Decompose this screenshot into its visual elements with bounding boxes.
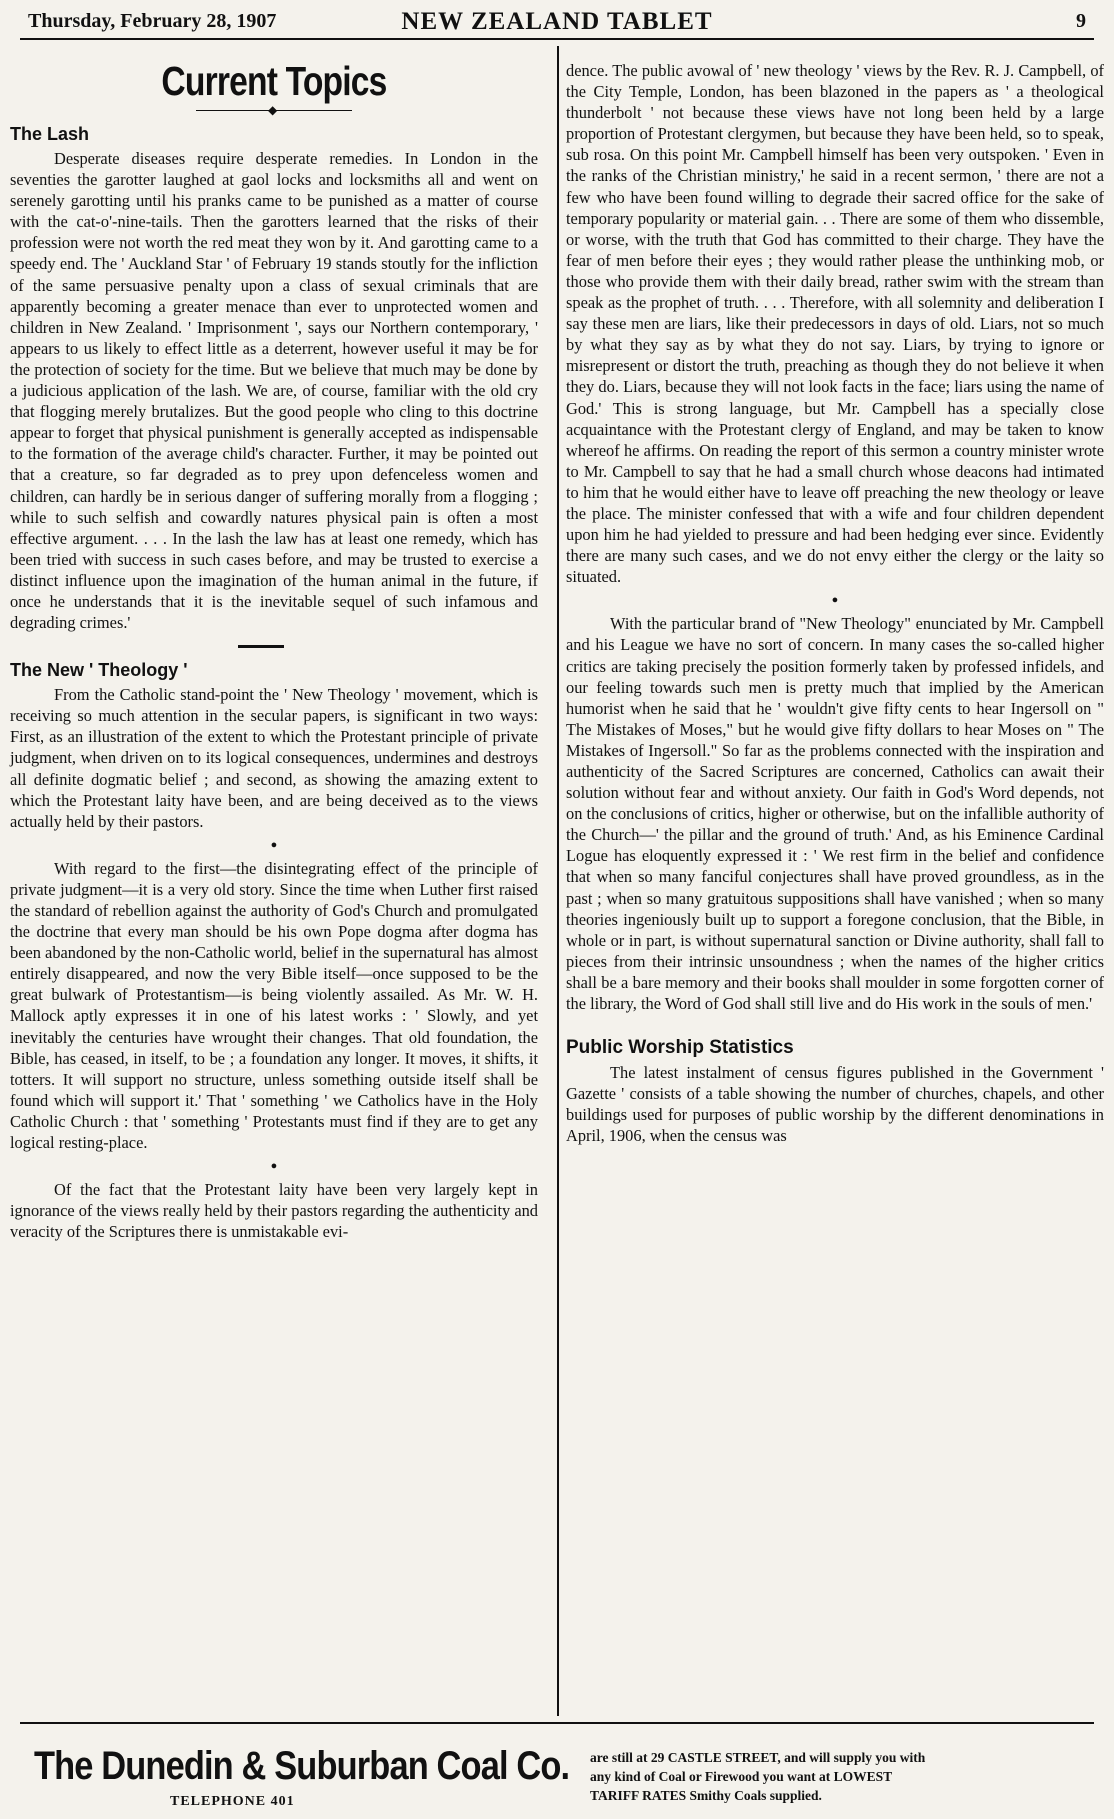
diamond-ornament-icon: ◆	[268, 103, 278, 117]
telephone-number: TELEPHONE 401	[170, 1794, 295, 1809]
left-column	[10, 56, 538, 1242]
article-separator	[238, 645, 284, 648]
page-number: 9	[1076, 10, 1086, 32]
column-divider	[557, 46, 559, 1716]
theology-heading: The New ' Theology '	[10, 660, 188, 681]
theology-paragraph-1: From the Catholic stand-point the ' New Theology ' movement, which is receiving so much attention in the secular papers, is significant in two ways: First, as an illustration of the extent to which the Protestant principle of private judgment, when driven on to its logical consequences, undermines and destroys all definite dogmatic belief ; and second, as showing the amazing extent to which the Protestant laity have been, and are being deceived as to the views actually held by their pastors.	[10, 685, 538, 831]
bullet-ornament-icon: ●	[270, 1160, 278, 1173]
section-title: Current Topics	[161, 58, 387, 104]
page-header	[20, 8, 1094, 40]
bullet-ornament-icon: ●	[270, 838, 278, 851]
ad-line: are still at 29 CASTLE STREET, and will supply you with	[590, 1750, 926, 1765]
new-theology-paragraph: With the particular brand of "New Theology" enunciated by Mr. Campbell and his League we have no sort of concern. In many cases the so-called higher critics are taking precisely the position formerly taken by professed infidels, and our feeling towards such men is pretty much that implied by the American humorist when he said that he ' wouldn't give fifty cents to hear Ingersoll on " The Mistakes of Moses," but he would give fifty dollars to hear Moses on " The Mistakes of Ingersoll." So far as the problems connected with the inspiration and authenticity of the Sacred Scriptures are concerned, Catholics can await their solution without fear and without anxiety. Our faith in God's Word depends, not on the conclusions of critics, higher or otherwise, but on the infallible authority of the Church—' the pillar and the ground of truth.' And, as his Eminence Cardinal Logue has eloquently expressed it : ' We rest firm in the belief and confidence that when so many fanciful conjectures shall have proved groundless, as in the past ; when so many gratuitous suppositions shall have vanished ; when so many theories ingeniously built up to support a foregone conclusion, that the Bible, in whole or in part, is without supernatural sanction or Divine authority, shall fall to pieces from their intrinsic unsoundness ; when the names of the higher critics shall be a bare memory and their books shall moulder in some forgotten corner of the library, the Word of God shall still live and do His work in the souls of men.'	[566, 614, 1104, 1014]
ad-line: TARIFF RATES Smithy Coals supplied.	[590, 1788, 822, 1803]
title-divider	[196, 103, 352, 117]
ad-line: any kind of Coal or Firewood you want at LOWEST	[590, 1769, 893, 1784]
issue-date: Thursday, February 28, 1907	[28, 10, 277, 32]
advertisement-text	[590, 1748, 1090, 1805]
right-column	[566, 60, 1104, 1147]
lash-paragraph: Desperate diseases require desperate remedies. In London in the seventies the garotter laughed at gaol locks and locksmiths all and went on serenely garotting until his pranks came to be punished as a matter of course with the cat-o'-nine-tails. Then the garotters learned that the risks of their profession were not worth the red meat they won by it. And garotting came to a speedy end. The ' Auckland Star ' of February 19 stands stoutly for the infliction of the same persuasive penalty upon a class of sexual criminals that are apparently becoming a greater menace than ever to unprotected women and children in New Zealand. ' Imprisonment ', says our Northern contemporary, ' appears to us likely to effect little as a deterrent, however useful it may be for the protection of society for the time. But we believe that much may be done by a judicious application of the lash. We are, of course, familiar with the old cry that flogging merely brutalizes. But the good people who cling to this doctrine appear to forget that physical punishment is generally accepted as indispensable to the formation of the average child's character. Further, it may be pointed out that a creature, so far degraded as to prey upon defenceless women and children, can hardly be in serious danger of suffering morally from a flogging ; while to such selfish and cowardly natures physical pain is often a most effective argument. . . . In the lash the law has at least one remedy, which has been tried with success in such cases before, and may be trusted to exercise a distinct influence upon the imagination of the human animal in the future, if once he understands that it is the inevitable sequel of such infamous and degrading crimes.'	[10, 149, 538, 633]
bullet-ornament-icon: ●	[831, 594, 839, 607]
masthead: NEW ZEALAND TABLET	[401, 8, 713, 35]
statistics-paragraph: The latest instalment of census figures published in the Government ' Gazette ' consists of a table showing the number of churches, chapels, and other buildings used for purposes of public worship by the different denominations in April, 1906, when the census was	[566, 1063, 1104, 1146]
lash-heading: The Lash	[10, 124, 90, 144]
theology-continued-paragraph: dence. The public avowal of ' new theology ' views by the Rev. R. J. Campbell, of the City Temple, London, has been blazoned in the papers as ' a theological thunderbolt ' not because these views have not long been held by a large proportion of Protestant clergymen, but because they have been held, so to speak, sub rosa. On this point Mr. Campbell himself has been very outspoken. ' Even in the ranks of the Christian ministry,' he said in a recent sermon, ' there are not a few who have been found willing to degrade their sacred office for the sake of temporary popularity or material gain. . . There are some of them who dissemble, or worse, with the truth that God has committed to their charge. They have the fear of men before their eyes ; they would rather please the unthinking mob, or those who provide them with their daily bread, rather swim with the stream than speak as the prophet of truth. . . . Therefore, with all solemnity and deliberation I say these men are liars, like their predecessors in days of old. Liars, not so much by what they say as by what they do not say. Liars, by trying to ignore or misrepresent or distort the truth, preaching as though they do not believe it when they do. Liars, because they will not look facts in the face; liars using the name of God.' This is strong language, but Mr. Campbell has a specially close acquaintance with the Protestant clergy of England, and may be taken to know whereof he affirms. On reading the report of this sermon a country minister wrote to Mr. Campbell to say that he had a small church whose deacons had intimated to him that he would either have to leave off preaching the new theology or leave the place. The minister confessed that with a wife and four children dependent upon him he had yielded to pressure and had been hedging ever since. Evidently there are many such cases, and we do not envy either the clergy or the laity so situated.	[566, 61, 1104, 587]
statistics-heading: Public Worship Statistics	[566, 1037, 794, 1059]
theology-paragraph-2: With regard to the first—the disintegrating effect of the principle of private judgment—it is a very old story. Since the time when Luther first raised the standard of rebellion against the authority of God's Church and promulgated the doctrine that every man should be his own Pope dogma after dogma has been abandoned by the non-Catholic world, belief in the supernatural has almost entirely disappeared, and now the very Bible itself—once supposed to be the great bulwark of Protestantism—is being violently assailed. As Mr. W. H. Mallock aptly expresses it in one of his latest works : ' Slowly, and yet inevitably the centuries have wrought their changes. That old foundation, the Bible, has ceased, in itself, to be ; a foundation any longer. It moves, it shifts, it totters. It will support no structure, unless something outside itself shall be found which will support it.' That ' something ' we Catholics have in the Holy Catholic Church : that ' something ' Protestants must find if they are to get any logical resting-place.	[10, 858, 538, 1153]
advertisement	[20, 1722, 1094, 1814]
theology-paragraph-3: Of the fact that the Protestant laity have been very largely kept in ignorance of the views really held by their pastors regarding the authenticity and veracity of the Scriptures there is unmistakable evi-	[10, 1180, 538, 1242]
advertiser-name: The Dunedin & Suburban Coal Co.	[34, 1744, 570, 1788]
